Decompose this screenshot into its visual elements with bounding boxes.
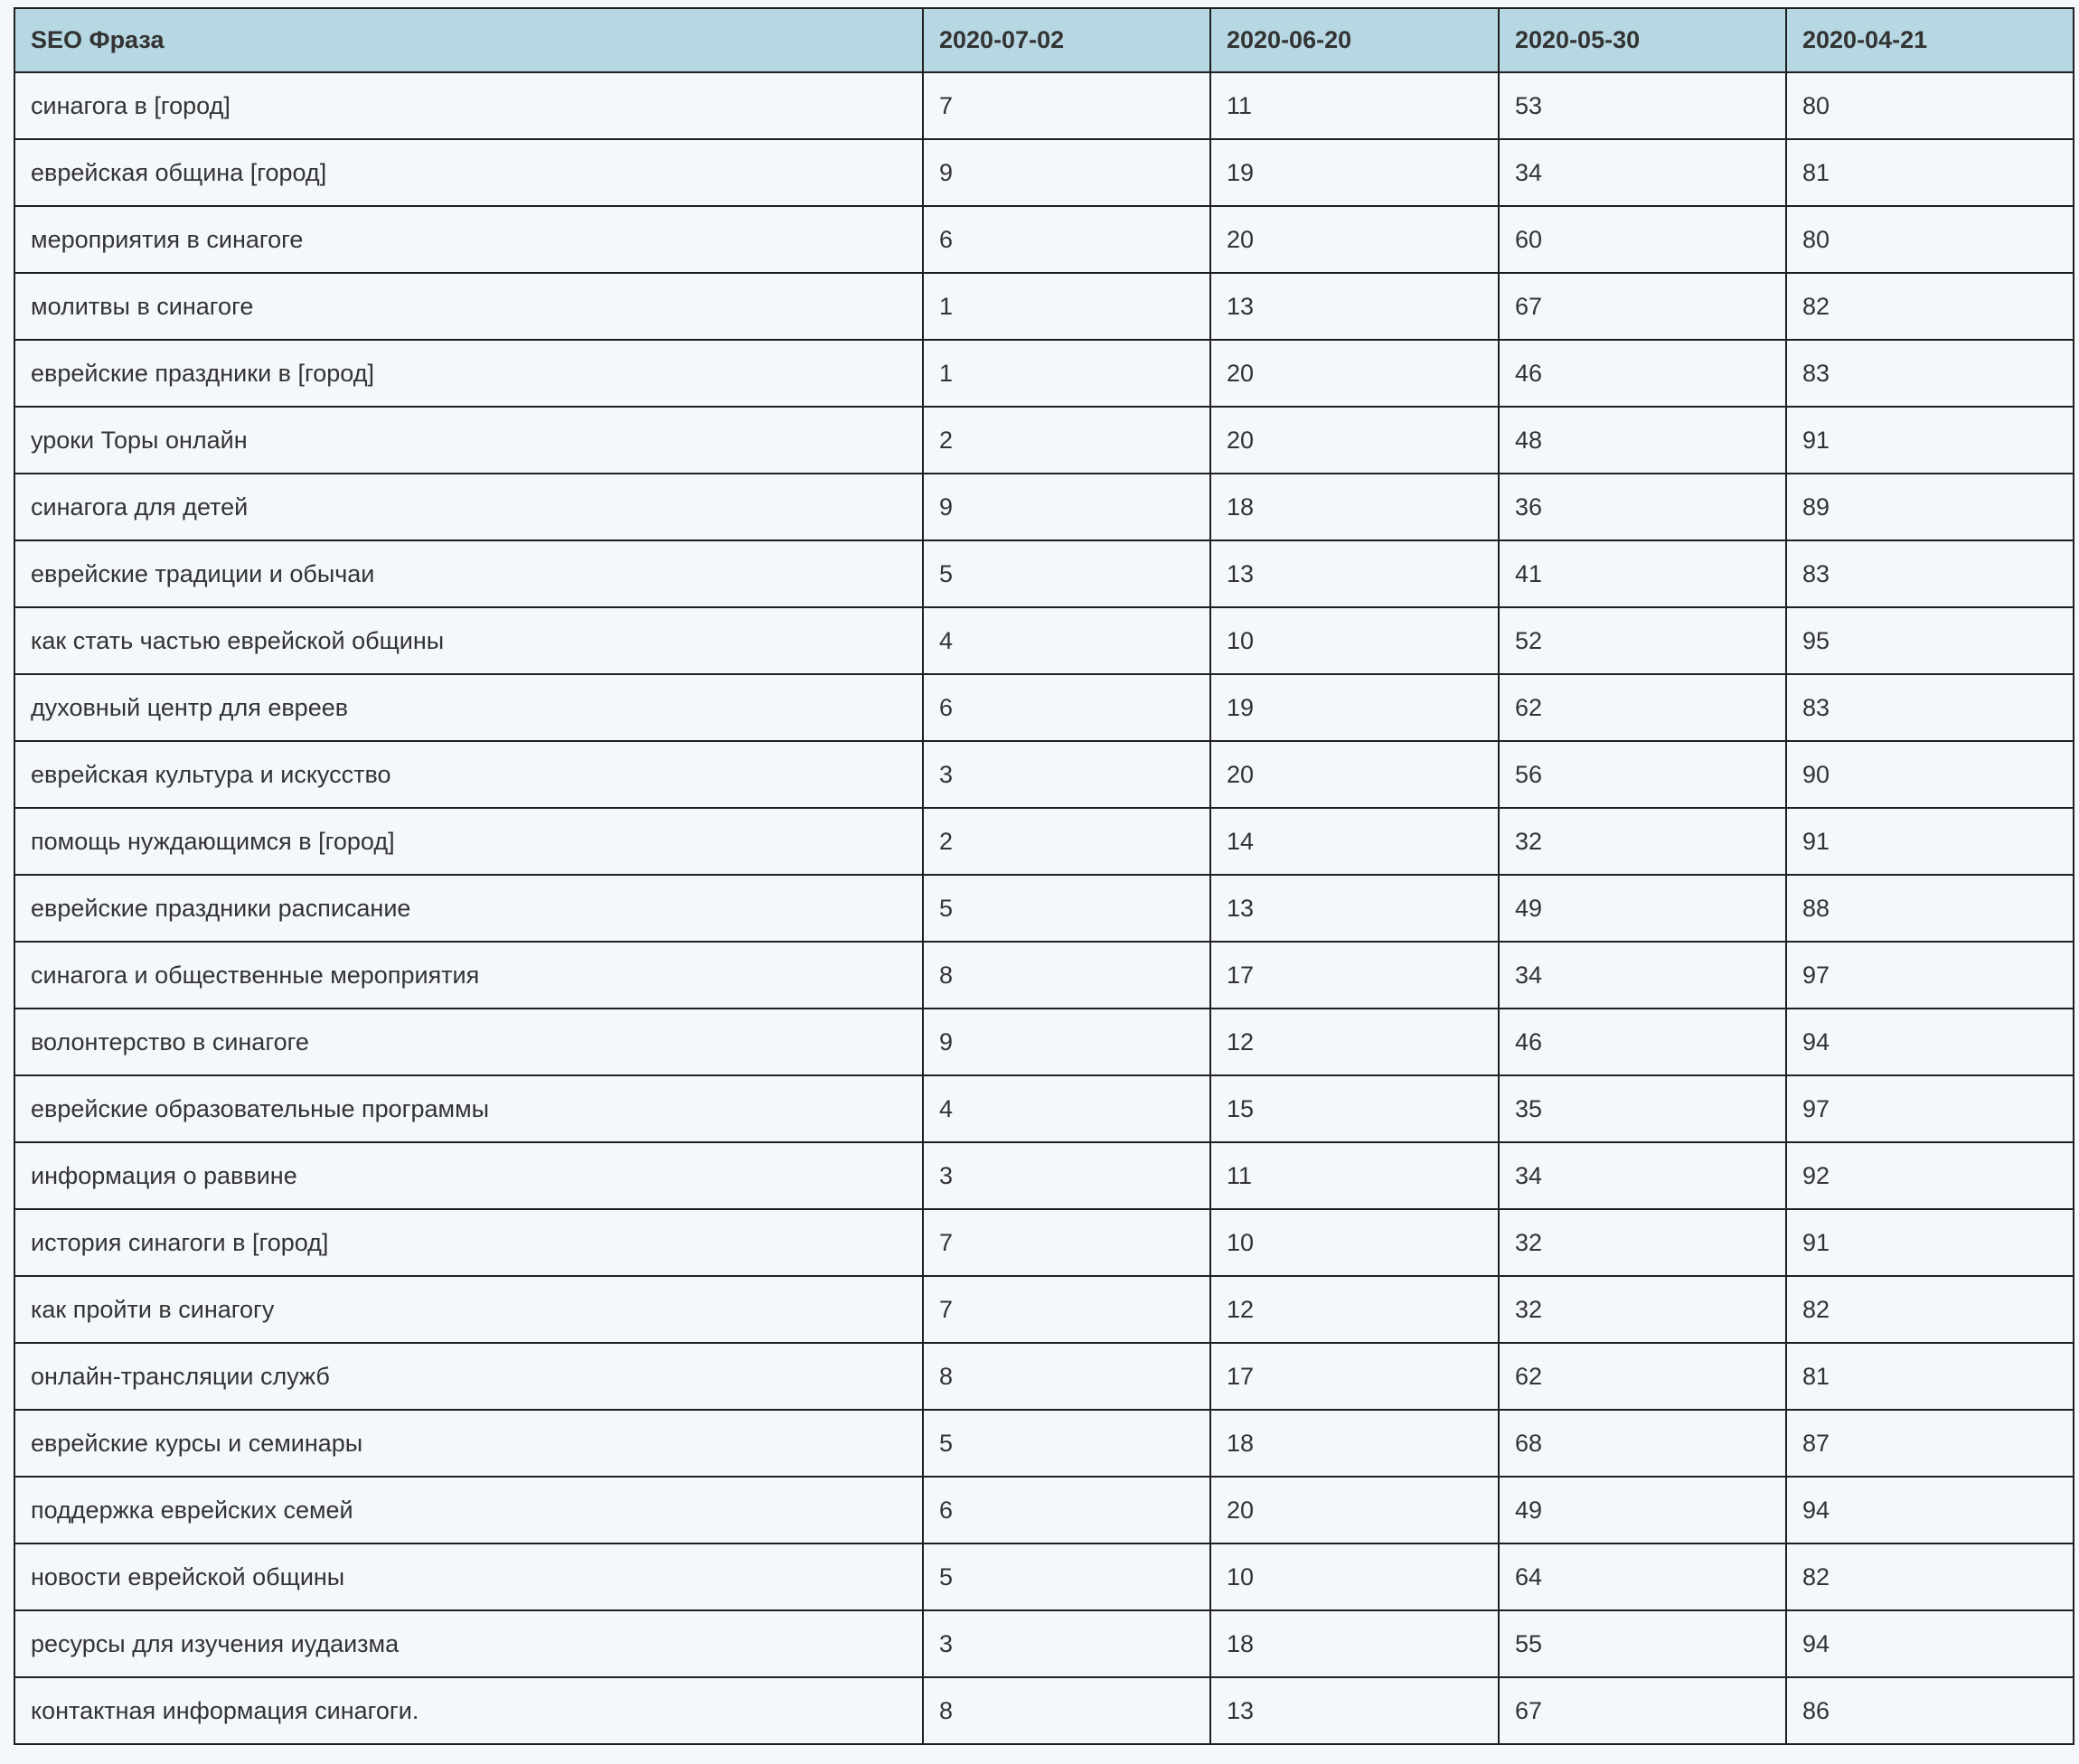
- cell-rank-date-1: 8: [923, 942, 1210, 1009]
- cell-rank-date-2: 14: [1210, 808, 1499, 875]
- cell-rank-date-3: 34: [1499, 942, 1786, 1009]
- cell-rank-date-3: 49: [1499, 1477, 1786, 1544]
- cell-seo-phrase: как стать частью еврейской общины: [14, 607, 923, 674]
- cell-rank-date-1: 6: [923, 1477, 1210, 1544]
- table-row: [14, 1610, 2074, 1677]
- cell-rank-date-4: 97: [1786, 942, 2074, 1009]
- cell-seo-phrase: волонтерство в синагоге: [14, 1009, 923, 1075]
- table-row: [14, 1677, 2074, 1744]
- table-row: [14, 1477, 2074, 1544]
- table-row: [14, 1343, 2074, 1410]
- cell-rank-date-1: 6: [923, 674, 1210, 741]
- cell-rank-date-2: 20: [1210, 741, 1499, 808]
- cell-seo-phrase: информация о раввине: [14, 1142, 923, 1209]
- table-row: [14, 1075, 2074, 1142]
- cell-seo-phrase: еврейские праздники в [город]: [14, 340, 923, 407]
- cell-seo-phrase: история синагоги в [город]: [14, 1209, 923, 1276]
- cell-rank-date-1: 4: [923, 607, 1210, 674]
- cell-seo-phrase: мероприятия в синагоге: [14, 206, 923, 273]
- cell-rank-date-3: 67: [1499, 273, 1786, 340]
- cell-seo-phrase: молитвы в синагоге: [14, 273, 923, 340]
- cell-rank-date-3: 67: [1499, 1677, 1786, 1744]
- cell-rank-date-1: 4: [923, 1075, 1210, 1142]
- cell-rank-date-4: 97: [1786, 1075, 2074, 1142]
- cell-rank-date-3: 60: [1499, 206, 1786, 273]
- cell-rank-date-1: 3: [923, 1610, 1210, 1677]
- cell-rank-date-1: 7: [923, 1276, 1210, 1343]
- cell-rank-date-3: 36: [1499, 474, 1786, 540]
- table-row: [14, 808, 2074, 875]
- cell-rank-date-2: 13: [1210, 875, 1499, 942]
- table-row: [14, 1142, 2074, 1209]
- cell-seo-phrase: еврейские праздники расписание: [14, 875, 923, 942]
- header-date-2: 2020-06-20: [1210, 8, 1499, 72]
- cell-rank-date-1: 3: [923, 741, 1210, 808]
- table-row: [14, 474, 2074, 540]
- cell-rank-date-2: 19: [1210, 139, 1499, 206]
- cell-rank-date-3: 49: [1499, 875, 1786, 942]
- table-row: [14, 1410, 2074, 1477]
- cell-rank-date-1: 5: [923, 540, 1210, 607]
- cell-rank-date-2: 10: [1210, 1544, 1499, 1610]
- table-header: [14, 8, 2074, 72]
- header-seo-phrase: SEO Фраза: [14, 8, 923, 72]
- cell-rank-date-4: 83: [1786, 340, 2074, 407]
- cell-rank-date-4: 90: [1786, 741, 2074, 808]
- table-row: [14, 540, 2074, 607]
- cell-rank-date-2: 18: [1210, 1610, 1499, 1677]
- header-date-4: 2020-04-21: [1786, 8, 2074, 72]
- cell-rank-date-2: 17: [1210, 942, 1499, 1009]
- seo-rankings-table-container: [14, 7, 2073, 1745]
- cell-rank-date-2: 18: [1210, 1410, 1499, 1477]
- cell-rank-date-2: 11: [1210, 1142, 1499, 1209]
- cell-seo-phrase: помощь нуждающимся в [город]: [14, 808, 923, 875]
- cell-rank-date-4: 91: [1786, 1209, 2074, 1276]
- cell-rank-date-1: 9: [923, 139, 1210, 206]
- cell-rank-date-3: 53: [1499, 72, 1786, 139]
- cell-seo-phrase: поддержка еврейских семей: [14, 1477, 923, 1544]
- table-row: [14, 407, 2074, 474]
- table-row: [14, 1009, 2074, 1075]
- cell-rank-date-3: 46: [1499, 340, 1786, 407]
- cell-seo-phrase: синагога и общественные мероприятия: [14, 942, 923, 1009]
- table-row: [14, 1209, 2074, 1276]
- cell-rank-date-1: 1: [923, 340, 1210, 407]
- header-date-3: 2020-05-30: [1499, 8, 1786, 72]
- cell-rank-date-4: 83: [1786, 674, 2074, 741]
- cell-rank-date-1: 5: [923, 875, 1210, 942]
- cell-rank-date-2: 20: [1210, 340, 1499, 407]
- cell-seo-phrase: новости еврейской общины: [14, 1544, 923, 1610]
- cell-rank-date-3: 62: [1499, 674, 1786, 741]
- cell-rank-date-1: 8: [923, 1343, 1210, 1410]
- table-row: [14, 206, 2074, 273]
- cell-rank-date-4: 89: [1786, 474, 2074, 540]
- cell-rank-date-1: 7: [923, 1209, 1210, 1276]
- cell-rank-date-3: 68: [1499, 1410, 1786, 1477]
- cell-rank-date-4: 86: [1786, 1677, 2074, 1744]
- cell-rank-date-2: 13: [1210, 1677, 1499, 1744]
- table-row: [14, 340, 2074, 407]
- cell-rank-date-4: 82: [1786, 1276, 2074, 1343]
- cell-rank-date-2: 11: [1210, 72, 1499, 139]
- table-row: [14, 942, 2074, 1009]
- cell-rank-date-3: 55: [1499, 1610, 1786, 1677]
- cell-seo-phrase: еврейские курсы и семинары: [14, 1410, 923, 1477]
- cell-rank-date-2: 20: [1210, 206, 1499, 273]
- cell-rank-date-4: 81: [1786, 139, 2074, 206]
- cell-rank-date-1: 1: [923, 273, 1210, 340]
- table-body: [14, 72, 2074, 1744]
- cell-seo-phrase: уроки Торы онлайн: [14, 407, 923, 474]
- cell-rank-date-4: 94: [1786, 1009, 2074, 1075]
- cell-seo-phrase: как пройти в синагогу: [14, 1276, 923, 1343]
- cell-seo-phrase: духовный центр для евреев: [14, 674, 923, 741]
- cell-rank-date-3: 48: [1499, 407, 1786, 474]
- cell-rank-date-3: 41: [1499, 540, 1786, 607]
- table-row: [14, 607, 2074, 674]
- table-row: [14, 875, 2074, 942]
- seo-rankings-table: [14, 7, 2074, 1745]
- cell-rank-date-4: 82: [1786, 273, 2074, 340]
- cell-rank-date-1: 5: [923, 1410, 1210, 1477]
- cell-rank-date-3: 46: [1499, 1009, 1786, 1075]
- table-row: [14, 1544, 2074, 1610]
- cell-rank-date-3: 35: [1499, 1075, 1786, 1142]
- cell-seo-phrase: онлайн-трансляции служб: [14, 1343, 923, 1410]
- cell-rank-date-4: 88: [1786, 875, 2074, 942]
- cell-rank-date-3: 34: [1499, 139, 1786, 206]
- cell-rank-date-2: 15: [1210, 1075, 1499, 1142]
- table-row: [14, 741, 2074, 808]
- cell-rank-date-3: 56: [1499, 741, 1786, 808]
- cell-rank-date-1: 2: [923, 407, 1210, 474]
- cell-rank-date-2: 17: [1210, 1343, 1499, 1410]
- cell-rank-date-4: 91: [1786, 407, 2074, 474]
- cell-rank-date-4: 83: [1786, 540, 2074, 607]
- cell-rank-date-4: 92: [1786, 1142, 2074, 1209]
- cell-seo-phrase: еврейские образовательные программы: [14, 1075, 923, 1142]
- cell-rank-date-1: 7: [923, 72, 1210, 139]
- cell-rank-date-1: 5: [923, 1544, 1210, 1610]
- cell-rank-date-4: 82: [1786, 1544, 2074, 1610]
- cell-rank-date-3: 32: [1499, 1209, 1786, 1276]
- cell-rank-date-2: 19: [1210, 674, 1499, 741]
- cell-seo-phrase: синагога в [город]: [14, 72, 923, 139]
- cell-rank-date-2: 20: [1210, 407, 1499, 474]
- table-row: [14, 674, 2074, 741]
- cell-rank-date-3: 34: [1499, 1142, 1786, 1209]
- cell-rank-date-4: 87: [1786, 1410, 2074, 1477]
- cell-rank-date-4: 80: [1786, 206, 2074, 273]
- cell-rank-date-4: 94: [1786, 1610, 2074, 1677]
- cell-rank-date-1: 9: [923, 1009, 1210, 1075]
- cell-rank-date-4: 81: [1786, 1343, 2074, 1410]
- cell-rank-date-2: 18: [1210, 474, 1499, 540]
- table-row: [14, 139, 2074, 206]
- cell-seo-phrase: еврейская культура и искусство: [14, 741, 923, 808]
- cell-rank-date-2: 10: [1210, 607, 1499, 674]
- cell-rank-date-1: 8: [923, 1677, 1210, 1744]
- cell-rank-date-2: 10: [1210, 1209, 1499, 1276]
- cell-rank-date-3: 32: [1499, 1276, 1786, 1343]
- cell-rank-date-1: 6: [923, 206, 1210, 273]
- cell-rank-date-1: 3: [923, 1142, 1210, 1209]
- cell-rank-date-2: 12: [1210, 1009, 1499, 1075]
- cell-rank-date-3: 32: [1499, 808, 1786, 875]
- table-row: [14, 72, 2074, 139]
- cell-rank-date-1: 9: [923, 474, 1210, 540]
- cell-rank-date-2: 13: [1210, 540, 1499, 607]
- cell-seo-phrase: еврейская община [город]: [14, 139, 923, 206]
- cell-rank-date-4: 95: [1786, 607, 2074, 674]
- cell-rank-date-2: 12: [1210, 1276, 1499, 1343]
- cell-rank-date-2: 20: [1210, 1477, 1499, 1544]
- cell-seo-phrase: еврейские традиции и обычаи: [14, 540, 923, 607]
- cell-rank-date-3: 64: [1499, 1544, 1786, 1610]
- cell-seo-phrase: ресурсы для изучения иудаизма: [14, 1610, 923, 1677]
- cell-rank-date-4: 94: [1786, 1477, 2074, 1544]
- table-row: [14, 273, 2074, 340]
- cell-rank-date-1: 2: [923, 808, 1210, 875]
- header-date-1: 2020-07-02: [923, 8, 1210, 72]
- cell-seo-phrase: синагога для детей: [14, 474, 923, 540]
- cell-rank-date-3: 52: [1499, 607, 1786, 674]
- header-row: [14, 8, 2074, 72]
- cell-seo-phrase: контактная информация синагоги.: [14, 1677, 923, 1744]
- cell-rank-date-4: 91: [1786, 808, 2074, 875]
- cell-rank-date-2: 13: [1210, 273, 1499, 340]
- cell-rank-date-3: 62: [1499, 1343, 1786, 1410]
- cell-rank-date-4: 80: [1786, 72, 2074, 139]
- table-row: [14, 1276, 2074, 1343]
